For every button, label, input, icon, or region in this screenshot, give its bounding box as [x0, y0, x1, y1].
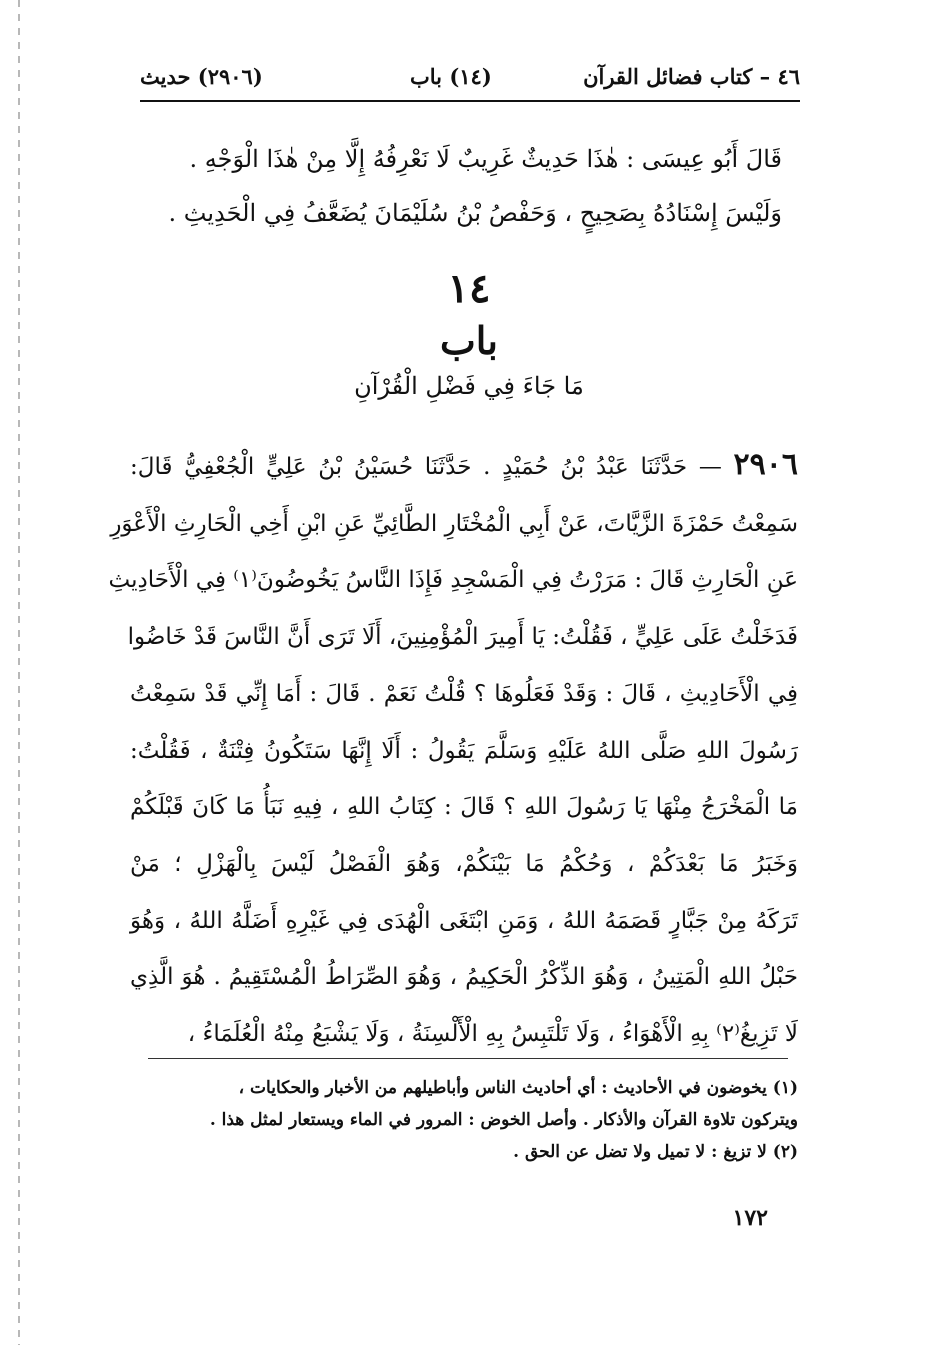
hadith-number: ٢٩٠٦: [733, 447, 798, 482]
header-divider: [140, 100, 800, 102]
hadith-line: عَنِ الْحَارِثِ قَالَ : مَرَرْتُ فِي الْمَسْجِدِ فَإِذَا النَّاسُ يَخُوضُونَ⁽١⁾ فِي الْأَحَادِيثِ: [108, 567, 798, 594]
hadith-line: وَخَبَرُ مَا بَعْدَكُمْ ، وَحُكْمُ مَا بَيْنَكُمْ، وَهُوَ الْفَصْلُ لَيْسَ بِالْهَزْلِ ؛ مَنْ: [130, 850, 798, 877]
chapter-heading: باب: [440, 318, 498, 363]
running-header: [140, 58, 800, 98]
header-book-title: ٤٦ – كتاب فضائل القرآن: [583, 64, 800, 89]
hadith-line: رَسُولَ اللهِ صَلَّى اللهُ عَلَيْهِ وَسَلَّمَ يَقُولُ : أَلَا إِنَّهَا سَتَكُونُ فِتْنَةٌ ، فَقُلْتُ:: [130, 737, 798, 764]
hadith-line: سَمِعْتُ حَمْزَةَ الزَّيَّاتَ، عَنْ أَبِي الْمُخْتَارِ الطَّائِيِّ عَنِ ابْنِ أَخِي الْحَارِثِ الْأَعْوَرِ: [110, 510, 798, 537]
hadith-line: حَبْلُ اللهِ الْمَتِينُ ، وَهُوَ الذِّكْرُ الْحَكِيمُ ، وَهُوَ الصِّرَاطُ الْمُسْتَقِيمُ . هُوَ الَّذِي: [130, 964, 798, 991]
page-edge-dots: [18, 0, 20, 1345]
hadith-text: [108, 437, 798, 1063]
header-hadith-number: (٢٩٠٦) حديث: [140, 64, 263, 89]
hadith-line: لَا تَزِيغُ⁽٢⁾ بِهِ الْأَهْوَاءُ ، وَلَا تَلْتَبِسُ بِهِ الْأَلْسِنَةُ ، وَلَا يَشْبَعُ مِنْهُ الْعُلَمَاءُ ،: [187, 1021, 798, 1048]
hadith-line: تَرَكَهُ مِنْ جَبَّارٍ قَصَمَهُ اللهُ ، وَمَنِ ابْتَغَى الْهُدَى فِي غَيْرِهِ أَضَلَّهُ اللهُ ، وَهُوَ: [130, 907, 798, 934]
hadith-line: فَدَخَلْتُ عَلَى عَلِيٍّ ، فَقُلْتُ: يَا أَمِيرَ الْمُؤْمِنِينَ، أَلَا تَرَى أَنَّ النَّاسَ قَدْ خَاضُوا: [127, 624, 798, 651]
footnote-1-continued: ويتركون تلاوة القرآن والأذكار . وأصل الخوض : المرور في الماء ويستعار لمثل هذا .: [209, 1110, 798, 1130]
chapter-number: ١٤: [447, 265, 491, 312]
footnote-divider: [148, 1058, 788, 1059]
hadith-line-text: — حَدَّثَنَا عَبْدُ بْنُ حُمَيْدٍ . حَدَّثَنَا حُسَيْنُ بْنُ عَلِيٍّ الْجُعْفِيُّ قَالَ:: [130, 454, 722, 480]
intro-line: وَلَيْسَ إِسْنَادُهُ بِصَحِيحٍ ، وَحَفْصُ بْنُ سُلَيْمَانَ يُضَعَّفُ فِي الْحَدِيثِ .: [168, 199, 782, 227]
page-number: ١٧٢: [732, 1205, 768, 1231]
hadith-line: [130, 437, 798, 496]
header-chapter: (١٤) باب: [410, 64, 492, 89]
chapter-title: مَا جَاءَ فِي فَضْلِ الْقُرْآنِ: [354, 372, 584, 400]
footnotes: [130, 1072, 798, 1168]
hadith-line: فِي الْأَحَادِيثِ ، قَالَ : وَقَدْ فَعَلُوهَا ؟ قُلْتُ نَعَمْ . قَالَ : أَمَا إِنِّي قَدْ سَمِعْتُ: [130, 680, 798, 707]
intro-paragraph: [142, 132, 782, 240]
hadith-line: مَا الْمَخْرَجُ مِنْهَا يَا رَسُولَ اللهِ ؟ قَالَ : كِتَابُ اللهِ ، فِيهِ نَبَأُ مَا كَانَ قَبْلَكُمْ: [130, 794, 798, 821]
footnote-1: (١) يخوضون في الأحاديث : أي أحاديث الناس وأباطيلهم من الأخبار والحكايات ،: [238, 1078, 798, 1098]
footnote-2: (٢) لا تزيغ : لا تميل ولا تضل عن الحق .: [513, 1142, 798, 1162]
intro-line: قَالَ أَبُو عِيسَى : هٰذَا حَدِيثٌ غَرِيبٌ لَا نَعْرِفُهُ إِلَّا مِنْ هٰذَا الْوَجْهِ .: [189, 145, 782, 173]
